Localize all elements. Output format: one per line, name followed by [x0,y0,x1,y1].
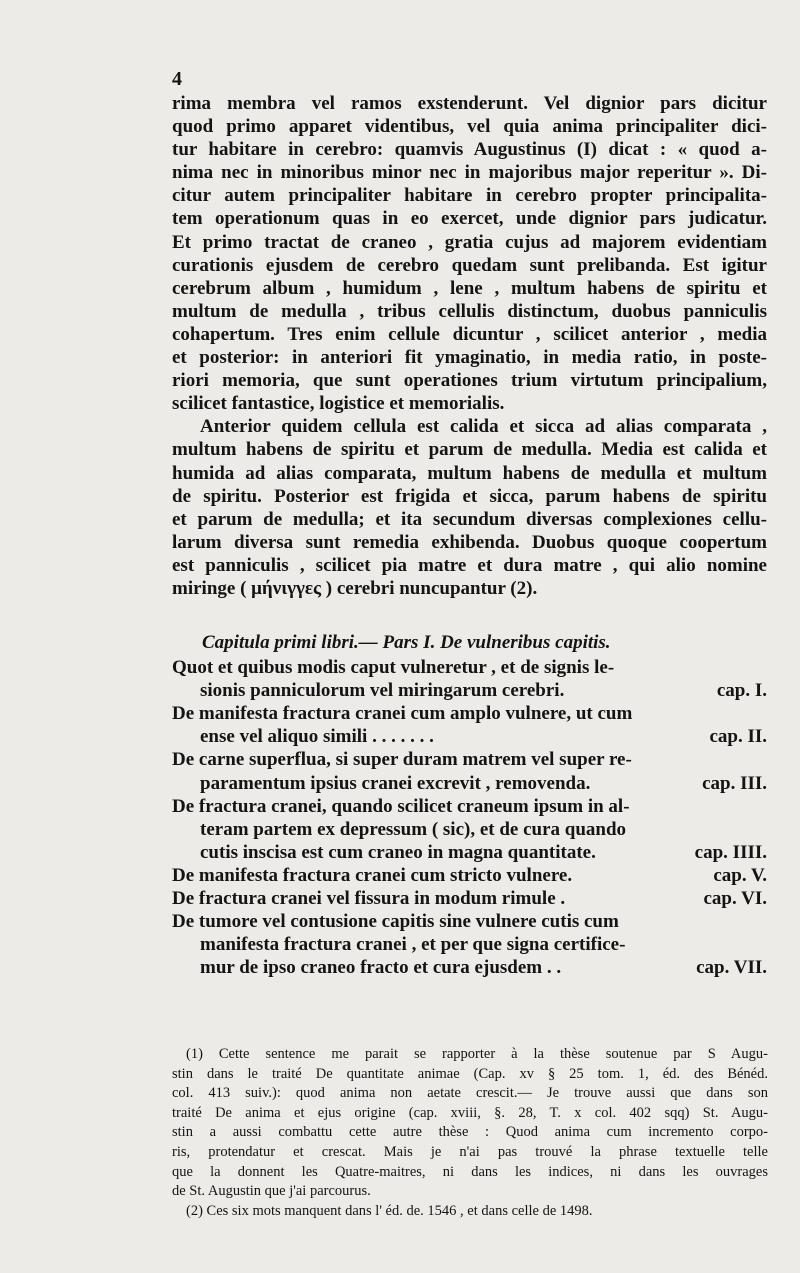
text-line: multum habens de spiritu et parum de medulla. Media est calida et [172,439,767,461]
footnote-line: ris, protendatur et crescat. Mais je n'ai pas trouvé la phrase textuelle telle [172,1143,768,1160]
chapter-entry-text: De fractura cranei vel fissura in modum rimule . [172,888,566,909]
text-line: curationis ejusdem de cerebro quedam sunt prelibanda. Est igitur [172,254,767,276]
chapter-entry-text: De fractura cranei, quando scilicet craneum ipsum in al- [172,795,630,817]
chapter-entry-text: sionis panniculorum vel miringarum cerebri. [200,680,565,702]
text-line: est panniculis , scilicet pia matre et dura matre , qui alio nomine [172,554,767,576]
chapter-number: cap. V. [713,864,767,886]
chapter-entry-line [172,702,767,725]
page-number: 4 [172,68,182,90]
chapter-entry-text: manifesta fractura cranei , et per que signa certifice- [200,934,626,956]
main-text [172,66,767,979]
chapter-entry-text: paramentum ipsius cranei excrevit , removenda. [200,772,591,794]
chapter-entry-line [172,887,767,910]
footnote-line: que la donnent les Quatre-maitres, ni dans les indices, ni dans les ouvrages [172,1163,768,1180]
text-line: quod primo apparet videntibus, vel quia anima principaliter dici- [172,116,767,138]
section-title: Capitula primi libri.— Pars I. De vulneribus capitis. [202,632,611,654]
text-line: tur habitare in cerebro: quamvis Augustinus (I) dicat : « quod a- [172,139,767,161]
text-line: miringe ( μήνιγγες ) cerebri nuncupantur (2). [172,577,538,599]
footnote-line: stin dans le traité De quantitate animae (Cap. xv § 25 tom. 1, éd. des Bénéd. [172,1065,768,1082]
chapter-entry-line [172,795,767,818]
chapter-entry-line [172,748,767,771]
text-line: et posterior: in anteriori fit ymaginatio, in media ratio, in poste- [172,347,767,369]
text-line: tem operationum quas in eo exercet, unde dignior pars judicatur. [172,208,767,230]
chapter-entry-text: mur de ipso craneo fracto et cura ejusdem . . [200,957,562,979]
footnote-line: (1) Cette sentence me parait se rapporter à la thèse soutenue par S Augu- [186,1046,768,1062]
text-line: et parum de medulla; et ita secundum diversas complexiones cellu- [172,508,767,530]
chapter-entry-text: ense vel aliquo simili . . . . . . . [200,726,434,748]
chapter-number: cap. VII. [696,957,767,979]
chapter-entry-text: Quot et quibus modis caput vulneretur , et de signis le- [172,657,615,679]
chapter-number: cap. IIII. [694,841,767,863]
chapter-entry-text: De manifesta fractura cranei cum amplo vulnere, ut cum [172,703,633,725]
chapter-entry-text: De tumore vel contusione capitis sine vulnere cutis cum [172,911,619,933]
text-line: Et primo tractat de craneo , gratia cujus ad majorem evidentiam [172,231,767,253]
chapter-entry-text: cutis inscisa est cum craneo in magna quantitate. [200,841,596,863]
text-line: nima nec in minoribus minor nec in majoribus major reperitur ». Di- [172,162,767,184]
chapter-entry-text: De carne superflua, si super duram matrem vel super re- [172,749,632,771]
chapter-entry-line [172,656,767,679]
text-line: humida ad alias comparata, multum habens de medulla et multum [172,462,767,484]
chapter-number: cap. III. [702,772,767,794]
paragraph-2 [172,415,767,600]
text-line: Anterior quidem cellula est calida et sicca ad alias comparata , [200,416,767,438]
chapter-number: cap. I. [716,680,767,702]
chapter-entry-line [172,772,767,795]
text-line: larum diversa sunt remedia exhibenda. Duobus quoque coopertum [172,531,767,553]
chapter-entry-line [172,818,767,841]
chapter-entry-text: De manifesta fractura cranei cum stricto vulnere. [172,864,573,886]
text-line: de spiritu. Posterior est frigida et sicca, parum habens de spiritu [172,485,767,507]
footnotes [172,1045,768,1221]
text-line: riori memoria, que sunt operationes trium virtutum principalium, [172,370,767,392]
footnote-line: (2) Ces six mots manquent dans l' éd. de. 1546 , et dans celle de 1498. [186,1202,593,1219]
chapter-entry-text: teram partem ex depressum ( sic), et de cura quando [200,818,627,840]
footnote-line: traité De anima et ejus origine (cap. xviii, §. 28, T. x col. 402 sqq) St. Augu- [172,1104,768,1121]
footnote-line: de St. Augustin que j'ai parcourus. [172,1183,371,1200]
footnote-line: stin a aussi combattu cette autre thèse : Quod anima cum incremento corpo- [172,1124,768,1141]
paragraph-1 [172,92,767,415]
text-line: cohapertum. Tres enim cellule dicuntur , scilicet anterior , media [172,323,767,345]
text-line: multum de medulla , tribus cellulis distinctum, duobus panniculis [172,300,767,322]
chapter-list [172,656,767,979]
text-line: cerebrum album , humidum , lene , multum habens de spiritu et [172,277,767,299]
text-line: rima membra vel ramos exstenderunt. Vel dignior pars dicitur [172,93,767,114]
chapter-entry-line [172,956,767,979]
chapter-entry-line [172,841,767,864]
chapter-entry-line [172,725,767,748]
chapter-entry-line [172,864,767,887]
text-line: scilicet fantastice, logistice et memorialis. [172,393,505,415]
chapter-entry-line [172,679,767,702]
chapter-number: cap. VI. [703,888,767,909]
chapter-number: cap. II. [709,726,767,748]
chapter-entry-line [172,910,767,933]
chapter-entry-line [172,933,767,956]
footnote-line: col. 413 suiv.): quod anima non aetate crescit.— Je trouve aussi que dans son [172,1085,768,1102]
text-line: citur autem principaliter habitare in cerebro propter principalita- [172,185,767,207]
